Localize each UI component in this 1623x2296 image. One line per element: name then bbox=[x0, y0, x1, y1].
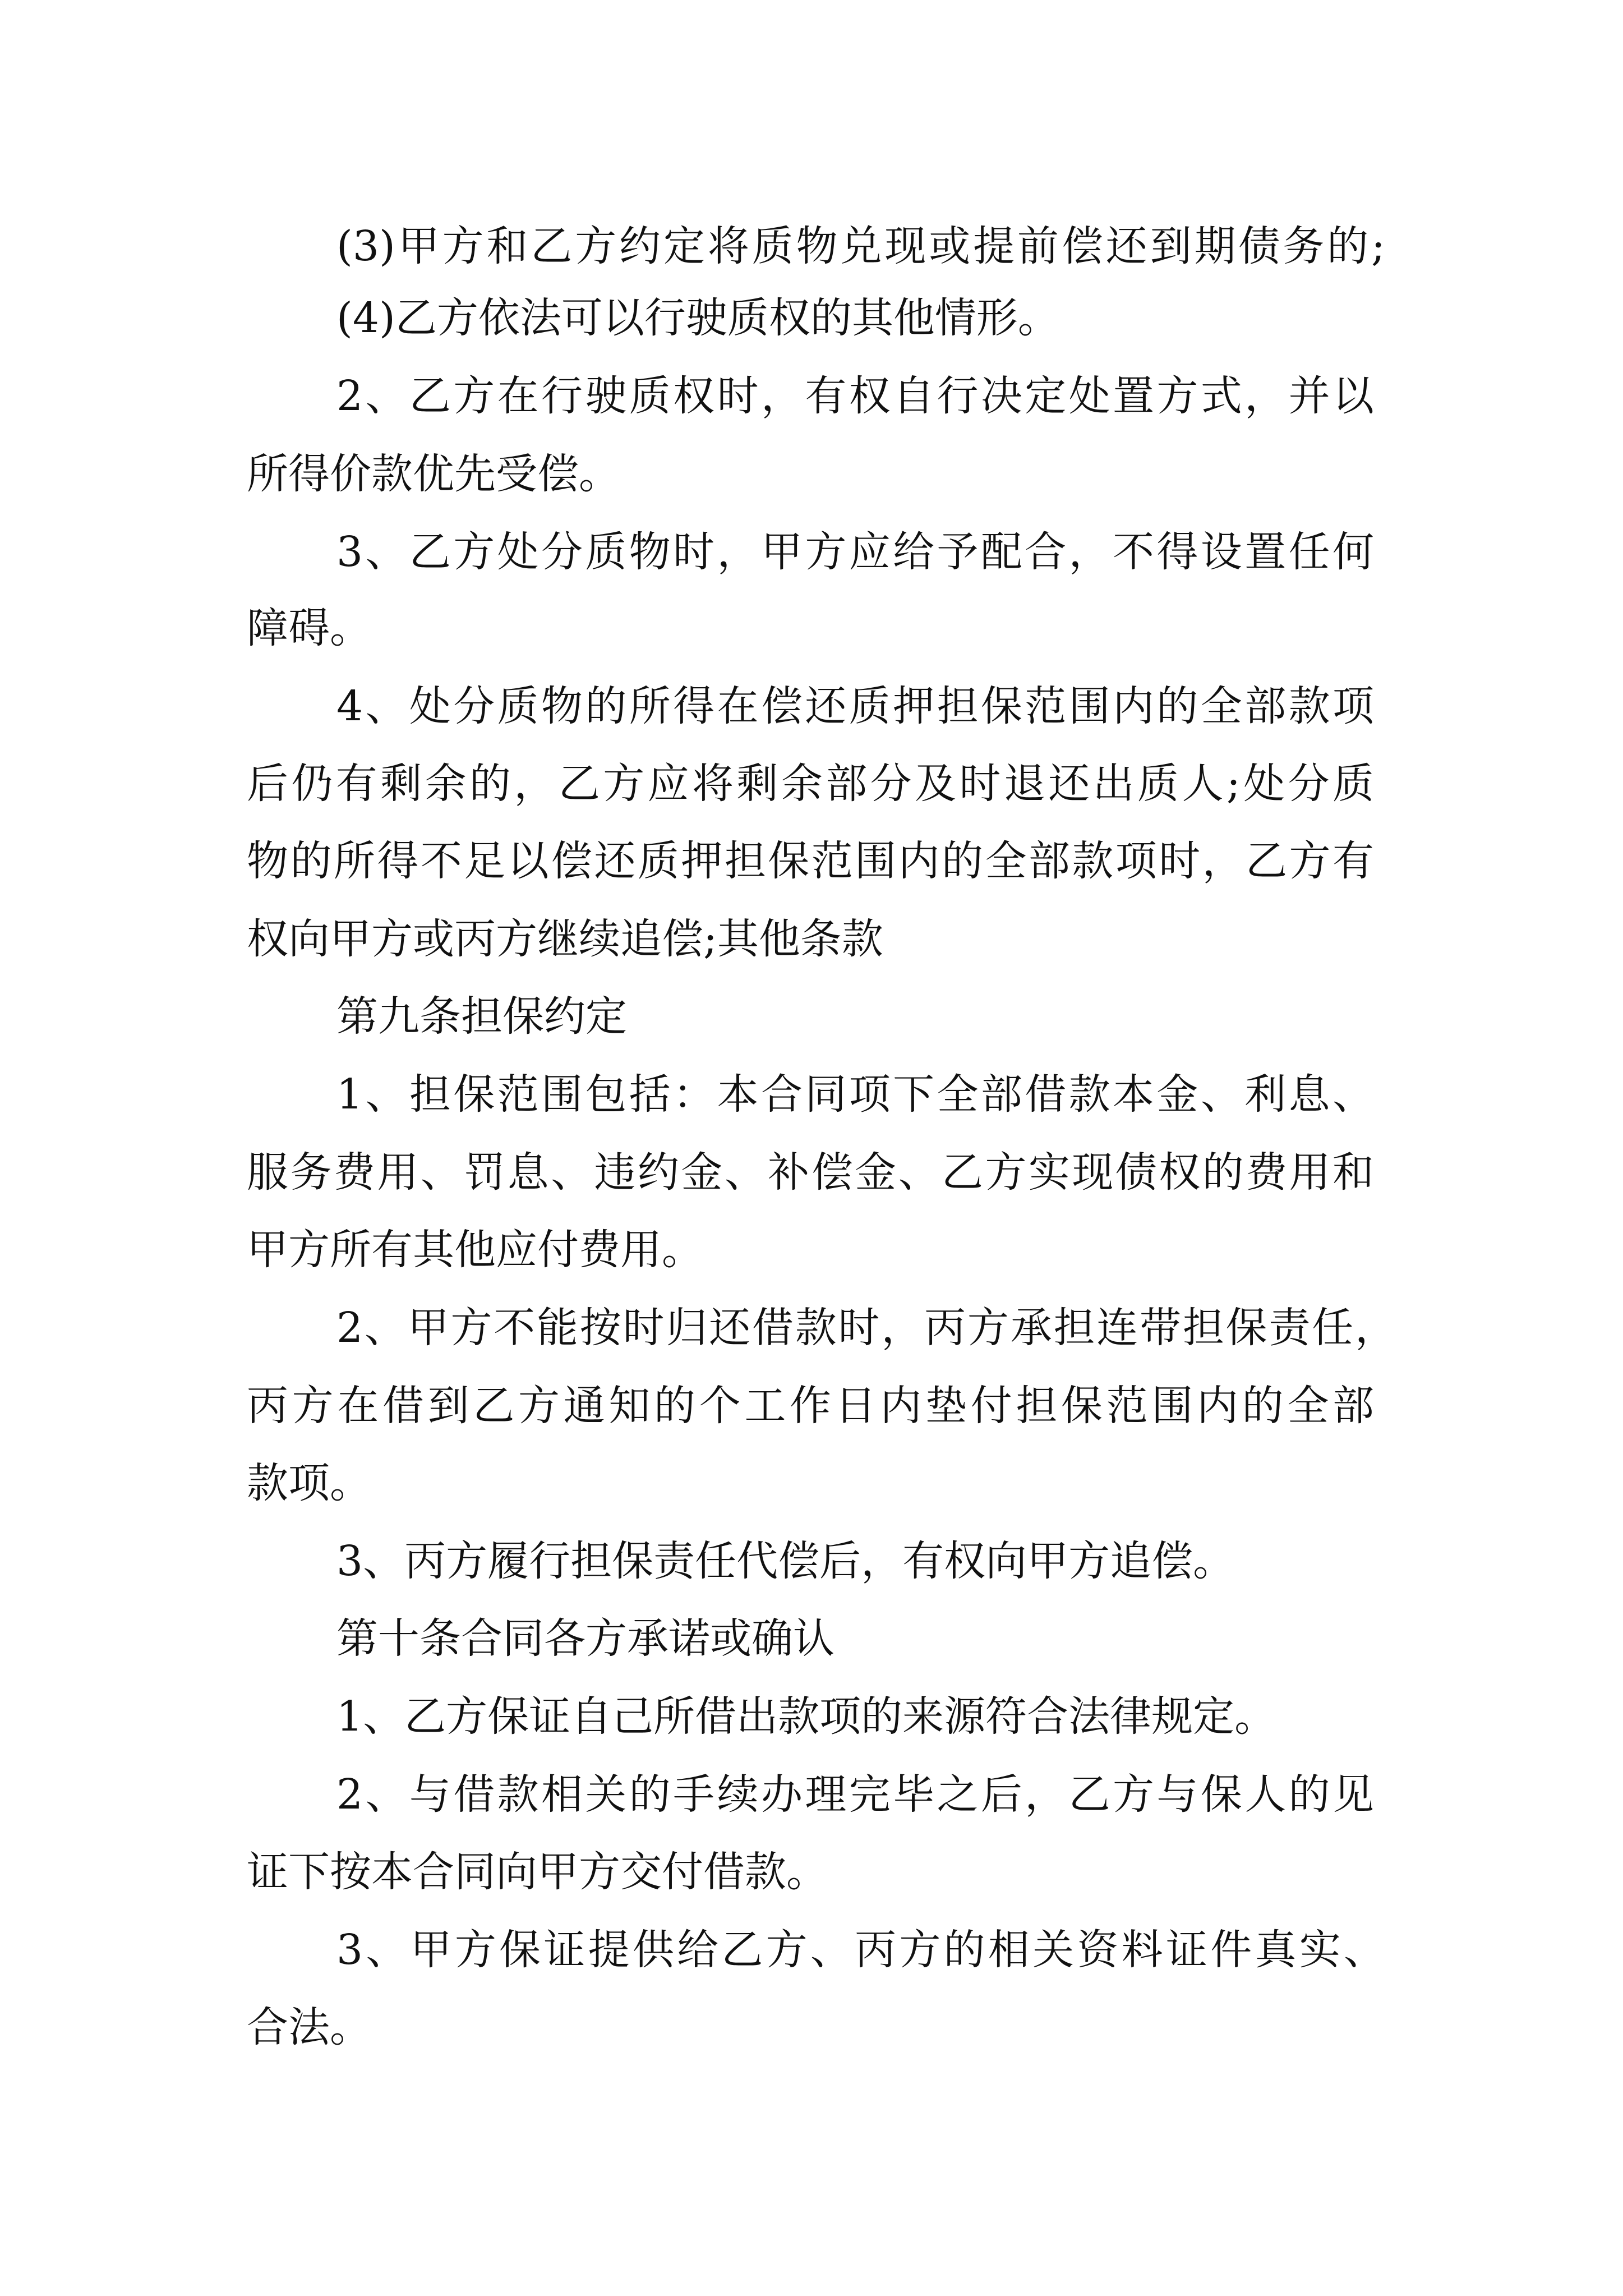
line-text: (4)乙方依法可以行驶质权的其他情形。 bbox=[336, 294, 1059, 342]
text-line bbox=[0, 432, 1623, 516]
text-line bbox=[0, 742, 1623, 826]
text-line bbox=[0, 1364, 1623, 1448]
line-text: 合法。 bbox=[247, 2003, 371, 2051]
line-text: (3)甲方和乙方约定将质物兑现或提前偿还到期债务的; bbox=[336, 222, 1385, 270]
line-text: 1、担保范围包括：本合同项下全部借款本金、利息、 bbox=[336, 1070, 1374, 1119]
line-text: 3、甲方保证提供给乙方、丙方的相关资料证件真实、 bbox=[336, 1926, 1385, 1974]
text-line bbox=[0, 1908, 1623, 1992]
line-text: 2、与借款相关的手续办理完毕之后，乙方与保人的见 bbox=[336, 1770, 1374, 1819]
text-line bbox=[0, 664, 1623, 748]
text-line bbox=[0, 354, 1623, 438]
line-text: 证下按本合同向甲方交付借款。 bbox=[247, 1848, 828, 1896]
line-text: 权向甲方或丙方继续追偿;其他条款 bbox=[247, 915, 883, 963]
line-text: 丙方在借到乙方通知的个工作日内垫付担保范围内的全部 bbox=[247, 1382, 1374, 1430]
line-text: 2、甲方不能按时归还借款时，丙方承担连带担保责任， bbox=[336, 1304, 1396, 1352]
text-line bbox=[0, 819, 1623, 903]
text-line bbox=[0, 1441, 1623, 1525]
line-text: 3、乙方处分质物时，甲方应给予配合，不得设置任何 bbox=[336, 528, 1374, 576]
line-text: 服务费用、罚息、违约金、补偿金、乙方实现债权的费用和 bbox=[247, 1148, 1374, 1197]
text-line bbox=[0, 1752, 1623, 1837]
text-line bbox=[0, 1830, 1623, 1914]
line-text: 4、处分质物的所得在偿还质押担保范围内的全部款项 bbox=[336, 682, 1374, 730]
text-line bbox=[0, 897, 1623, 981]
text-line bbox=[0, 1286, 1623, 1370]
line-text: 甲方所有其他应付费用。 bbox=[247, 1226, 703, 1274]
text-line bbox=[0, 586, 1623, 670]
section-heading bbox=[0, 974, 1623, 1059]
text-line bbox=[0, 1674, 1623, 1759]
text-line bbox=[0, 1519, 1623, 1603]
line-text: 第九条担保约定 bbox=[336, 992, 627, 1041]
line-text: 障碍。 bbox=[247, 604, 371, 652]
line-text: 所得价款优先受偿。 bbox=[247, 450, 620, 498]
line-text: 第十条合同各方承诺或确认 bbox=[336, 1614, 834, 1663]
section-heading bbox=[0, 1596, 1623, 1681]
line-text: 1、乙方保证自己所借出款项的来源符合法律规定。 bbox=[336, 1692, 1276, 1741]
line-text: 款项。 bbox=[247, 1459, 371, 1507]
text-line bbox=[0, 1208, 1623, 1292]
line-text: 3、丙方履行担保责任代偿后，有权向甲方追偿。 bbox=[336, 1537, 1235, 1585]
text-line bbox=[0, 1052, 1623, 1137]
line-text: 2、乙方在行驶质权时，有权自行决定处置方式，并以 bbox=[336, 372, 1374, 420]
line-text: 物的所得不足以偿还质押担保范围内的全部款项时，乙方有 bbox=[247, 837, 1374, 885]
text-line bbox=[0, 1985, 1623, 2069]
text-line bbox=[0, 276, 1623, 360]
line-text: 后仍有剩余的，乙方应将剩余部分及时退还出质人;处分质 bbox=[247, 760, 1374, 808]
text-line bbox=[0, 510, 1623, 594]
text-line bbox=[0, 1130, 1623, 1214]
